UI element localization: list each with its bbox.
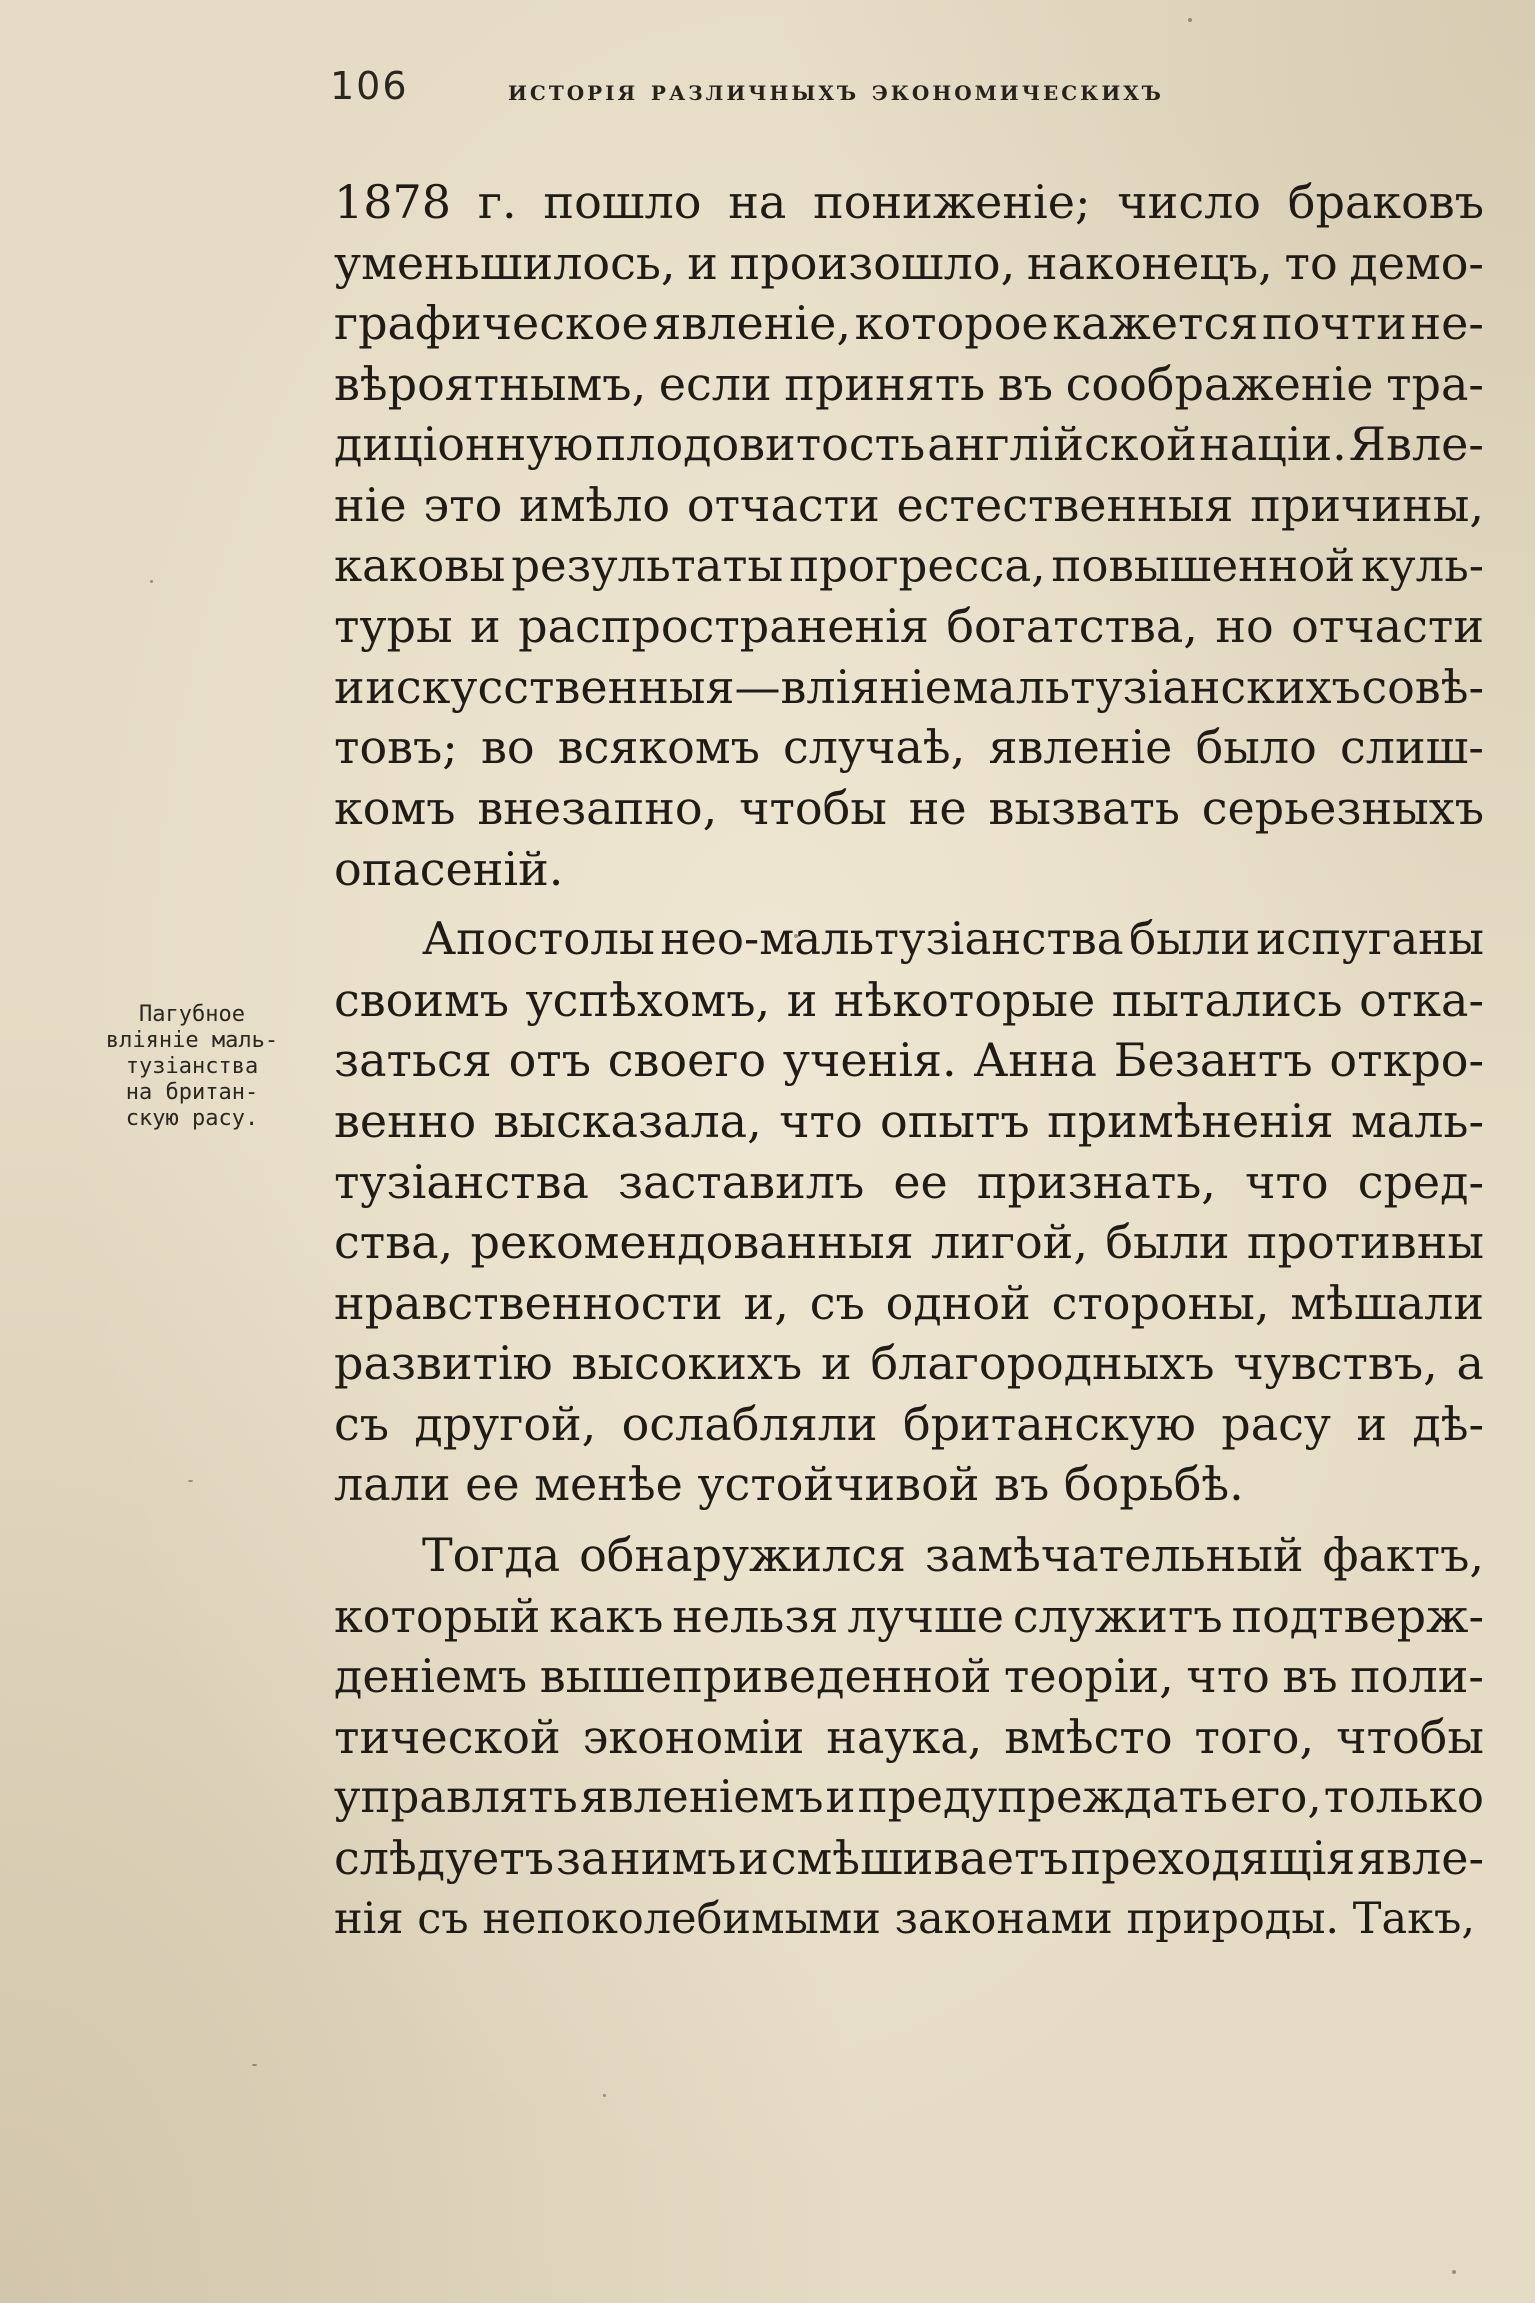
word: благородныхъ [870, 1336, 1215, 1391]
word: расу [1221, 1396, 1331, 1451]
word: устойчивой [697, 1457, 980, 1512]
text-line [334, 839, 1484, 900]
word: слѣдуетъ [334, 1831, 555, 1886]
word: опасеній. [334, 841, 564, 896]
word: вмѣсто [1004, 1709, 1173, 1764]
word: замѣчательный [924, 1528, 1304, 1583]
text-line [334, 293, 1484, 354]
word: рекомендованныя [470, 1215, 914, 1270]
word: съ [809, 1275, 865, 1330]
margin-note-line: скую расу. [125, 1106, 259, 1131]
word: браковъ [1287, 175, 1484, 229]
body-text [334, 172, 1484, 1949]
word: во [480, 720, 535, 775]
word: лали [334, 1457, 451, 1512]
word: испуганы [1256, 912, 1484, 966]
word: но [1215, 599, 1274, 654]
word: мѣшали [1290, 1275, 1484, 1330]
page-header [330, 64, 1330, 124]
word: диціонную [334, 417, 594, 472]
word: тической [334, 1709, 561, 1764]
paper-speck [603, 2094, 606, 2097]
word: Апостолы [422, 912, 655, 966]
word: предупреждать [857, 1770, 1228, 1824]
word: развитію [334, 1336, 553, 1391]
text-line [334, 1394, 1484, 1455]
margin-note-line: на британ- [125, 1080, 259, 1105]
word: теоріи, [1003, 1649, 1174, 1704]
word: менѣе [534, 1457, 683, 1512]
word: г. [477, 175, 517, 229]
word: экономіи [582, 1709, 805, 1764]
word: только [1323, 1770, 1484, 1824]
word: стороны, [1051, 1275, 1270, 1330]
word: нимъ [610, 1831, 737, 1886]
word: серьезныхъ [1201, 780, 1484, 835]
word: лигой, [930, 1215, 1088, 1270]
word: демо- [1349, 235, 1484, 290]
word: туры [334, 599, 453, 654]
word: плодовитость [595, 417, 926, 472]
word: чувствъ, [1233, 1336, 1438, 1391]
word: Анна [973, 1033, 1097, 1088]
word: результаты [511, 538, 784, 592]
word: англійской [927, 417, 1197, 472]
word: произошло, [729, 235, 1016, 290]
word: непоколебимыми [482, 1893, 881, 1944]
word: явленіемъ [579, 1770, 824, 1824]
word: наконецъ, [1026, 235, 1273, 290]
word: уменьшилось, [334, 235, 676, 290]
word: вызвать [988, 780, 1180, 835]
word: заться [334, 1033, 492, 1088]
word: откро- [1329, 1033, 1484, 1088]
paragraph-spacer [334, 899, 1484, 909]
word: пониженіе; [813, 175, 1091, 229]
word: противны [1246, 1215, 1484, 1270]
word: и [786, 972, 818, 1027]
word: успѣхомъ, [525, 972, 771, 1027]
word: естественныя [896, 477, 1234, 532]
word: явленіе [988, 720, 1173, 775]
word: фактъ, [1322, 1528, 1484, 1583]
word: вѣроятнымъ, [334, 356, 647, 411]
word: лучше [847, 1588, 1004, 1643]
word: нѣкоторые [833, 972, 1096, 1027]
word: націи. [1199, 417, 1347, 472]
word: пошло [543, 175, 702, 229]
word: того, [1194, 1709, 1315, 1764]
word: имѣло [519, 477, 671, 532]
word: отчасти [686, 477, 880, 532]
paragraph-spacer [334, 1515, 1484, 1525]
text-line [334, 1525, 1484, 1586]
word: въ [994, 1457, 1050, 1512]
word: преходящія [1070, 1831, 1356, 1886]
word: какъ [549, 1588, 664, 1643]
word: за [555, 1831, 609, 1886]
word: каковы [334, 538, 506, 592]
text-line [334, 717, 1484, 778]
word: тузіанства [334, 1154, 589, 1209]
word: которое [854, 296, 1049, 351]
word: заставилъ [618, 1154, 865, 1209]
word: сред- [1357, 1154, 1484, 1209]
word: смѣшиваетъ [770, 1831, 1069, 1886]
text-line [334, 970, 1484, 1031]
paper-speck [150, 580, 153, 583]
word: одной [885, 1275, 1031, 1330]
word: чтобы [1336, 1709, 1484, 1764]
word: и [825, 1770, 856, 1824]
word: ее [465, 1457, 520, 1512]
word: комъ [334, 780, 456, 835]
word: ніе [334, 477, 407, 532]
word: другой, [414, 1396, 597, 1451]
paper-speck [1188, 18, 1192, 22]
word: нельзя [672, 1588, 839, 1643]
word: искусственныя—вліяніе [365, 659, 952, 714]
margin-note-line: вліяніе маль- [105, 1028, 279, 1053]
word: товъ; [334, 720, 458, 775]
word: не [908, 780, 967, 835]
word: то [1284, 235, 1338, 290]
word: законами [894, 1893, 1113, 1944]
paper-speck [188, 1480, 193, 1482]
word: деніемъ [334, 1649, 528, 1704]
word: обнаружился [579, 1528, 907, 1583]
word: почти [1261, 296, 1407, 351]
word: наука, [826, 1709, 983, 1764]
word: кажется [1052, 296, 1259, 351]
word: подтверж- [1231, 1588, 1484, 1643]
word: чтобы [739, 780, 887, 835]
word: дѣ- [1412, 1396, 1484, 1451]
word: а [1456, 1336, 1484, 1391]
word: ослабляли [621, 1396, 878, 1451]
word: нео-мальтузіанства [660, 912, 1124, 966]
text-line [334, 596, 1484, 657]
text-line [334, 657, 1484, 718]
word: соображеніе [1065, 356, 1374, 411]
running-title: исторія различныхъ экономическихъ [508, 74, 1164, 107]
paragraph [334, 1525, 1484, 1949]
word: Такъ, [1352, 1893, 1475, 1944]
word: мальтузіанскихъ [952, 659, 1361, 714]
text-line [334, 172, 1484, 233]
page-number: 106 [330, 64, 409, 108]
word: венно [334, 1093, 477, 1148]
word: Тогда [422, 1528, 561, 1583]
word: явле- [1357, 1831, 1484, 1886]
word: борьбѣ. [1063, 1457, 1244, 1512]
word: нравственности [334, 1275, 723, 1330]
word: опытъ [880, 1093, 1030, 1148]
word: и [470, 599, 501, 654]
word: примѣненія [1047, 1093, 1334, 1148]
word: что [779, 1093, 863, 1148]
word: въ [1282, 1649, 1338, 1704]
text-line [334, 778, 1484, 839]
word: природы. [1126, 1893, 1340, 1944]
word: случаѣ, [783, 720, 966, 775]
word: это [423, 477, 503, 532]
word: и, [743, 1275, 789, 1330]
word: ства, [334, 1215, 454, 1270]
word: своимъ [334, 972, 510, 1027]
word: число [1117, 175, 1261, 229]
word: повышенной [1051, 538, 1356, 592]
word: внезапно, [477, 780, 718, 835]
word: съ [417, 1893, 469, 1944]
text-line [334, 1212, 1484, 1273]
word: тра- [1386, 356, 1484, 411]
paper-speck [1452, 2270, 1456, 2274]
word: британскую [902, 1396, 1196, 1451]
word: если [658, 356, 772, 411]
text-line [334, 1152, 1484, 1213]
paragraph [334, 909, 1484, 1515]
word: богатства, [946, 599, 1198, 654]
margin-note [72, 1002, 312, 1132]
word: прогресса, [789, 538, 1046, 592]
text-line [334, 1707, 1484, 1768]
word: было [1195, 720, 1317, 775]
word: были [1105, 1215, 1230, 1270]
paper-speck [252, 2064, 257, 2066]
word: поли- [1350, 1649, 1484, 1704]
word: распространенія [518, 599, 929, 654]
margin-note-line: Пагубное [139, 1002, 245, 1027]
text-line [334, 354, 1484, 415]
text-line [334, 1454, 1484, 1515]
word: признать, [976, 1154, 1216, 1209]
word: принять [784, 356, 986, 411]
word: Явле- [1348, 417, 1484, 472]
text-line [334, 1091, 1484, 1152]
text-line [334, 1030, 1484, 1091]
text-line [334, 1333, 1484, 1394]
word: который [334, 1588, 541, 1643]
word: 1878 [334, 175, 452, 229]
text-line [334, 1767, 1484, 1828]
text-line [334, 233, 1484, 294]
word: и [687, 235, 718, 290]
word: слиш- [1339, 720, 1484, 775]
text-line [334, 1273, 1484, 1334]
text-line [334, 1586, 1484, 1647]
word: вышеприведенной [539, 1649, 992, 1704]
word: высокихъ [571, 1336, 803, 1391]
text-line [334, 1646, 1484, 1707]
word: служитъ [1012, 1588, 1223, 1643]
paragraph [334, 172, 1484, 899]
word: управлять [334, 1770, 578, 1824]
word: что [1245, 1154, 1329, 1209]
word: отка- [1359, 972, 1484, 1027]
word: въ [997, 356, 1053, 411]
word: ее [893, 1154, 948, 1209]
word: всякомъ [557, 720, 760, 775]
word: были [1129, 912, 1251, 966]
word: на [728, 175, 787, 229]
word: явленіе, [652, 296, 851, 351]
word: своего [607, 1033, 767, 1088]
text-line [334, 536, 1484, 597]
word: его, [1230, 1770, 1322, 1824]
word: высказала, [493, 1093, 762, 1148]
text-line [334, 1828, 1484, 1889]
word: и [334, 659, 365, 714]
word: нія [334, 1893, 404, 1944]
text-line [334, 414, 1484, 475]
text-line [334, 1889, 1484, 1950]
word: куль- [1361, 538, 1484, 592]
word: что [1186, 1649, 1270, 1704]
word: причины, [1250, 477, 1484, 532]
word: отчасти [1291, 599, 1484, 654]
text-line [334, 909, 1484, 970]
paper-speck [794, 934, 798, 938]
word: и [820, 1336, 852, 1391]
word: съ [334, 1396, 390, 1451]
word: совѣ- [1361, 659, 1484, 714]
margin-note-line: тузіанства [125, 1054, 259, 1079]
word: и [1356, 1396, 1388, 1451]
word: графическое [334, 296, 649, 351]
word: пытались [1111, 972, 1343, 1027]
word: и [738, 1831, 769, 1886]
word: ученія. [782, 1033, 957, 1088]
word: отъ [508, 1033, 591, 1088]
word: не- [1410, 296, 1484, 351]
word: Безантъ [1113, 1033, 1313, 1088]
word: маль- [1350, 1093, 1484, 1148]
text-line [334, 475, 1484, 536]
